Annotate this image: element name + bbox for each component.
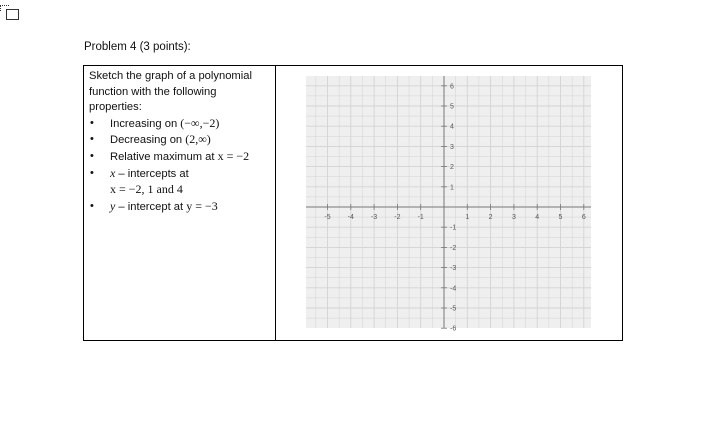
x-tick-label: 1 (465, 214, 470, 221)
x-tick-label: -1 (417, 214, 424, 221)
problem-table (83, 65, 623, 341)
y-tick-label: 2 (449, 164, 454, 172)
property-item: • Relative maximum at x = −2 (90, 148, 250, 163)
y-tick-label: -4 (449, 285, 457, 293)
property-item: • Decreasing on (2,∞) (90, 132, 211, 147)
property-item: • y – intercept at y = −3 (90, 198, 218, 213)
property-item: • Increasing on (−∞,−2) (90, 115, 220, 130)
x-tick-label: 5 (558, 214, 563, 221)
x-tick-label: -3 (370, 214, 378, 221)
y-tick-label: 3 (449, 143, 454, 151)
y-tick-label: -5 (449, 305, 457, 313)
property-item: • x – intercepts at x = −2, 1 and 4 (90, 165, 189, 197)
y-tick-label: -3 (449, 265, 457, 273)
y-tick-label: -1 (449, 224, 457, 232)
grid-background (306, 76, 591, 328)
x-tick-label: -2 (394, 214, 401, 221)
x-tick-label: -5 (324, 214, 331, 221)
instructions-cell (84, 66, 276, 341)
x-tick-label: -4 (347, 214, 354, 221)
x-tick-label: 2 (488, 214, 493, 221)
x-tick-label: 4 (535, 214, 540, 221)
problem-title: Problem 4 (3 points): (84, 41, 191, 53)
property-list (89, 116, 270, 216)
y-tick-label: 4 (449, 123, 454, 131)
y-tick-label: -2 (449, 244, 457, 252)
move-handle-icon[interactable] (0, 4, 20, 20)
y-tick-label: 6 (449, 83, 454, 91)
x-tick-label: 3 (511, 214, 516, 221)
y-tick-label: 5 (449, 103, 454, 111)
coordinate-grid[interactable] (306, 76, 591, 333)
x-tick-label: 6 (581, 214, 586, 221)
prompt-intro: Sketch the graph of a polynomial function with the following properties: (89, 70, 252, 114)
graph-cell (275, 66, 622, 341)
y-tick-label: 1 (449, 184, 454, 192)
y-tick-label: -6 (449, 325, 457, 333)
